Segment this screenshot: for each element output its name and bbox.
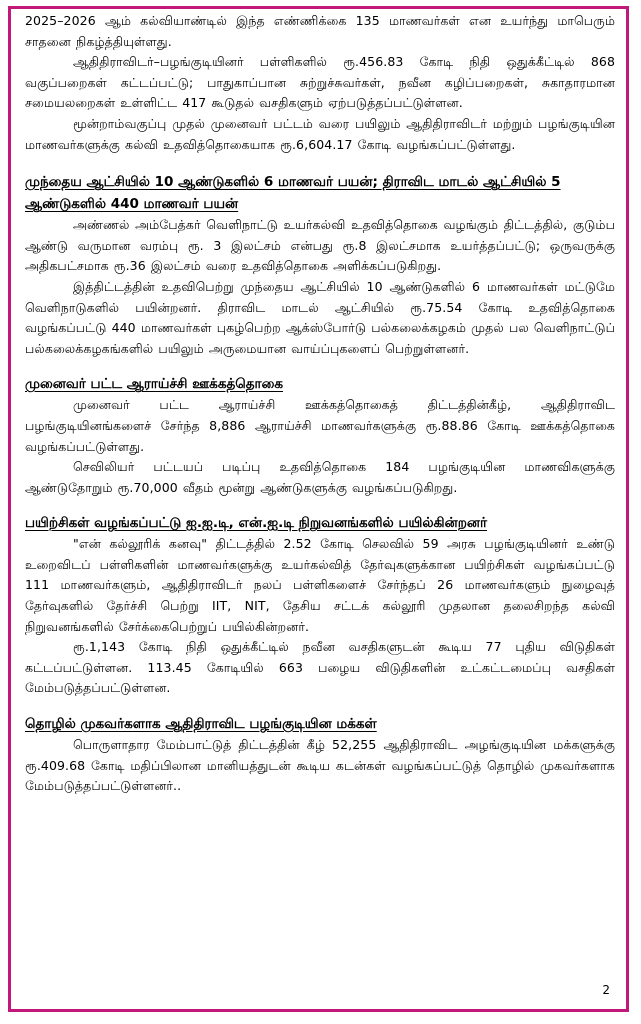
section-heading-iit-nit-training: பயிற்சிகள் வழங்கப்பட்டு ஐ.ஐ.டி, என்.ஐ.டி நிறுவனங்களில் பயில்கின்றனர்	[25, 515, 488, 532]
section3-paragraph-2: ரூ.1,143 கோடி நிதி ஒதுக்கீட்டில் நவீன வசதிகளுடன் கூடிய 77 புதிய விடுதிகள் கட்டப்பட்டுள்ளன. 113.45 கோடியில் 663 பழைய விடுதிகளின் உட்கட்டமைப்பு வசதிகள் மேம்படுத்தப்பட்டுள்ளன.	[25, 639, 615, 696]
page-frame	[8, 6, 629, 1012]
section2-paragraph-2: செவிலியர் பட்டயப் படிப்பு உதவித்தொகை 184 பழங்குடியின மாணவிகளுக்கு ஆண்டுதோறும் ரூ.70,000 வீதம் மூன்று ஆண்டுகளுக்கு வழங்கப்படுகிறது.	[25, 459, 615, 495]
section1-paragraph-2: இத்திட்டத்தின் உதவிபெற்று முந்தைய ஆட்சியில் 10 ஆண்டுகளில் 6 மாணவர்கள் மட்டுமே வெளிநாடுகளில் பயின்றனர். திராவிட மாடல் ஆட்சியில் ரூ.75.54 கோடி உதவித்தொகை வழங்கப்பட்டு 440 மாணவர்கள் புகழ்பெற்ற ஆக்ஸ்போர்டு பல்கலைக்கழகம் முதல் பல வெளிநாட்டுப் பல்கலைக்கழகங்களில் பயிலும் அருமையான வாய்ப்புகளைப் பெற்றுள்ளனர்.	[25, 278, 615, 356]
section-heading-foreign-education: முந்தைய ஆட்சியில் 10 ஆண்டுகளில் 6 மாணவர் பயன்; திராவிட மாடல் ஆட்சியில் 5 ஆண்டுகளில் 440 மாணவர் பயன்	[25, 174, 561, 213]
section3-paragraph-1: "என் கல்லூரிக் கனவு" திட்டத்தில் 2.52 கோடி செலவில் 59 அரசு பழங்குடியினர் உண்டு உறைவிடப் பள்ளிகளின் மாணவர்களுக்கு உயர்கல்வித் தேர்வுகளுக்கான பயிற்சிகள் வழங்கப்பட்டு 111 மாணவர்களும், ஆதிதிராவிடர் நலப் பள்ளிகளைச் சேர்ந்தப் 26 மாணவர்களும் நுழைவுத் தேர்வுகளில் தேர்ச்சி பெற்று IIT, NIT, தேசிய சட்டக் கல்லூரி முதலான தலைசிறந்த கல்வி நிறுவனங்களில் சேர்க்கைபெற்றுப் பயில்கின்றனர்.	[25, 536, 615, 634]
spacer	[25, 359, 615, 373]
section2-paragraph-1: முனைவர் பட்ட ஆராய்ச்சி ஊக்கத்தொகைத் திட்டத்தின்கீழ், ஆதிதிராவிட பழங்குடியினங்களைச் சேர்ந்த 8,886 ஆராய்ச்சி மாணவர்களுக்கு ரூ.88.86 கோடி ஊக்கத்தொகை வழங்கப்பட்டுள்ளது.	[25, 397, 615, 454]
intro-paragraph-3: மூன்றாம்வகுப்பு முதல் முனைவர் பட்டம் வரை பயிலும் ஆதிதிராவிடர் மற்றும் பழங்குடியின மாணவர்களுக்கு கல்வி உதவித்தொகையாக ரூ.6,604.17 கோடி வழங்கப்பட்டுள்ளது.	[25, 115, 615, 152]
document-body	[25, 11, 615, 797]
spacer	[25, 498, 615, 512]
section4-paragraph-1: பொருளாதார மேம்பாட்டுத் திட்டத்தின் கீழ் 52,255 ஆதிதிராவிட அழங்குடியின மக்களுக்கு ரூ.409.68 கோடி மதிப்பிலான மானியத்துடன் கூடிய கடன்கள் வழங்கப்பட்டுத் தொழில் முகவர்களாக மேம்படுத்தப்பட்டுள்ளனர்..	[25, 737, 615, 794]
section1-paragraph-1: அண்ணல் அம்பேத்கர் வெளிநாட்டு உயர்கல்வி உதவித்தொகை வழங்கும் திட்டத்தில், குடும்ப ஆண்டு வருமான வரம்பு ரூ. 3 இலட்சம் என்பது ரூ.8 இலட்சமாக உயர்த்தப்பட்டு; ஒருவருக்கு அதிகபட்சமாக ரூ.36 இலட்சம் வரை உதவித்தொகை அளிக்கப்படுகிறது.	[25, 217, 615, 274]
spacer	[25, 155, 615, 171]
page-number: 2	[602, 983, 610, 997]
section-heading-entrepreneurs: தொழில் முகவர்களாக ஆதிதிராவிட பழங்குடியின மக்கள்	[25, 716, 377, 733]
section-heading-phd-research: முனைவர் பட்ட ஆராய்ச்சி ஊக்கத்தொகை	[25, 376, 284, 393]
spacer	[25, 699, 615, 713]
intro-paragraph-1: 2025–2026 ஆம் கல்வியாண்டில் இந்த எண்ணிக்கை 135 மாணவர்கள் என உயர்ந்து மாபெரும் சாதனை நிகழ்த்தியுள்ளது.	[25, 13, 615, 49]
intro-paragraph-2: ஆதிதிராவிடர்–பழங்குடியினர் பள்ளிகளில் ரூ.456.83 கோடி நிதி ஒதுக்கீட்டில் 868 வகுப்பறைகள் கட்டப்பட்டு; பாதுகாப்பான சுற்றுச்சுவர்கள், நவீன கழிப்பறைகள், சுகாதாரமான சமையலறைகள் உள்ளிட்ட 417 கூடுதல் வசதிகளும் ஏற்படுத்தப்பட்டுள்ளன.	[25, 54, 615, 111]
